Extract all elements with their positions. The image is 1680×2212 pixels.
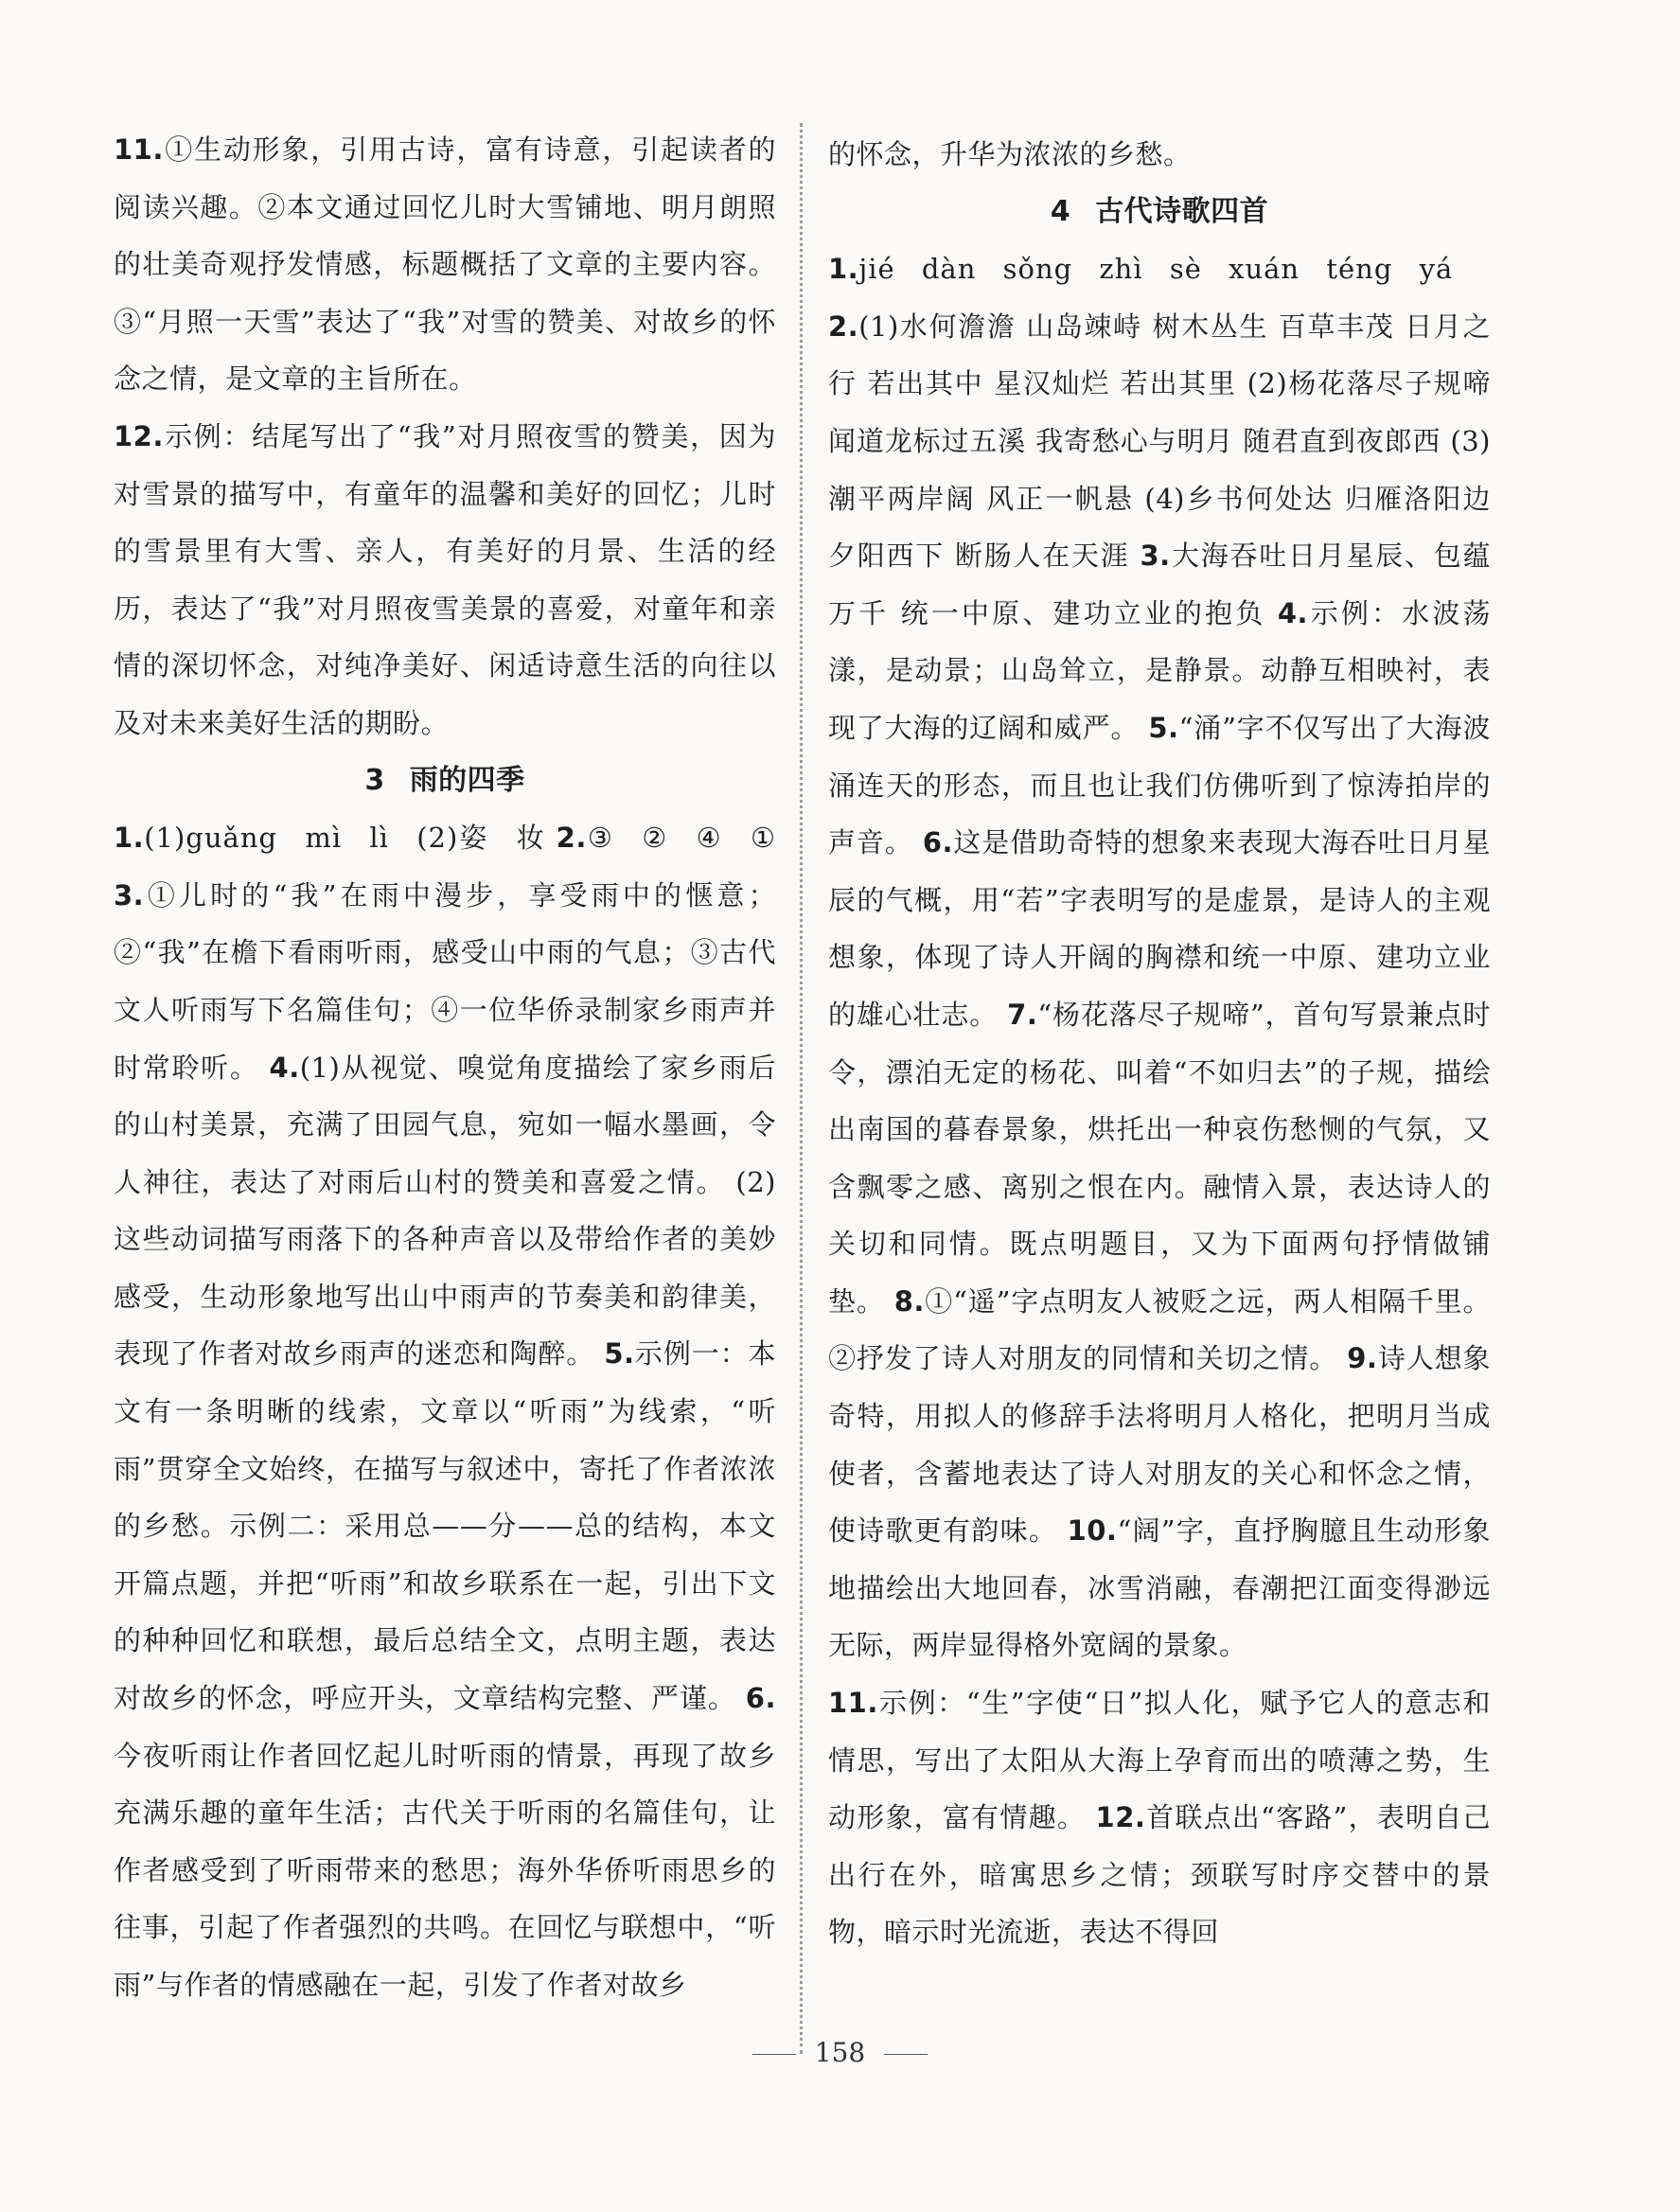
section-3-answers: [114, 809, 776, 2013]
answer-11-right: [828, 1674, 1491, 1961]
item-number: 1.: [114, 822, 145, 855]
item-number: 6.: [745, 1682, 776, 1715]
footer-dash-right: [884, 2054, 928, 2055]
answer-text: 首联点出“客路”，表明自己出行在外，暗寓思乡之情；颈联写时序交替中的景物，暗示时光流逝，表达不得回: [828, 1801, 1492, 1949]
item-number: 3.: [1140, 540, 1171, 573]
right-column: [828, 126, 1491, 1961]
item-number: 12.: [114, 419, 164, 452]
answer-text: 示例：“生”字使“日”拟人化，赋予它人的意志和情思，写出了太阳从大海上孕育而出的喷薄之势，生动形象，富有情趣。: [828, 1687, 1491, 1834]
item-number: 11.: [828, 1687, 878, 1720]
section-heading-4: [828, 184, 1491, 241]
answer-text: 今夜听雨让作者回忆起儿时听雨的情景，再现了故乡充满乐趣的童年生活；古代关于听雨的名篇佳句，让作者感受到了听雨带来的愁思；海外华侨听雨思乡的往事，引起了作者强烈的共鸣。在回忆与联想中，“听雨”与作者的情感融在一起，引发了作者对故乡: [114, 1739, 776, 2001]
item-number: 7.: [1007, 998, 1038, 1031]
section-number: 4: [1050, 194, 1071, 228]
answer-1: [828, 240, 1491, 298]
answer-text: ③ ② ④ ①: [586, 822, 776, 855]
item-number: 10.: [1067, 1514, 1118, 1548]
answer-text: 诗人想象奇特，用拟人的修辞手法将明月人格化，把明月当成使者，含蓄地表达了诗人对朋友的关心和怀念之情，使诗歌更有韵味。: [828, 1342, 1491, 1548]
footer-dash-left: [752, 2054, 796, 2055]
item-number: 6.: [922, 826, 954, 859]
item-number: 2.: [828, 310, 859, 343]
item-number: 4.: [269, 1051, 300, 1084]
section-title: 雨的四季: [409, 763, 525, 797]
answer-text: ①儿时的“我”在雨中漫步，享受雨中的惬意；②“我”在檐下看雨听雨，感受山中雨的气息；③古代文人听雨写下名篇佳句；④一位华侨录制家乡雨声并时常聆听。: [114, 878, 776, 1084]
answer-text: “涌”字不仅写出了大海波涌连天的形态，而且也让我们仿佛听到了惊涛拍岸的声音。: [828, 711, 1491, 859]
item-number: 5.: [604, 1337, 635, 1371]
item-number: 4.: [1277, 596, 1309, 629]
answer-text: 示例：结尾写出了“我”对月照夜雪的赞美，因为对雪景的描写中，有童年的温馨和美好的回忆；儿时的雪景里有大雪、亲人，有美好的月景、生活的经历，表达了“我”对月照夜雪美景的喜爱，对童年和亲情的深切怀念，对纯净美好、闲适诗意生活的向往以及对未来美好生活的期盼。: [114, 419, 776, 739]
left-column: [114, 121, 776, 2014]
continued-text: 的怀念，升华为浓浓的乡愁。: [828, 138, 1192, 170]
answer-text: ①生动形象，引用古诗，富有诗意，引起读者的阅读兴趣。②本文通过回忆儿时大雪铺地、明月朗照的壮美奇观抒发情感，标题概括了文章的主要内容。③“月照一天雪”表达了“我”对雪的赞美、对故乡的怀念之情，是文章的主旨所在。: [114, 133, 776, 396]
column-divider: [800, 123, 803, 2054]
answer-11: [114, 121, 776, 408]
answer-text: “阔”字，直抒胸臆且生动形象地描绘出大地回春，冰雪消融，春潮把江面变得渺远无际，两岸显得格外宽阔的景象。: [828, 1514, 1491, 1662]
section-heading-3: [114, 752, 776, 810]
item-number: 11.: [114, 133, 164, 166]
answer-text: (1)guǎng mì lì (2)姿 妆: [144, 822, 546, 855]
item-number: 3.: [114, 878, 145, 911]
answer-text: (1)从视觉、嗅觉角度描绘了家乡雨后的山村美景，充满了田园气息，宛如一幅水墨画，令人神往，表达了对雨后山村的赞美和喜爱之情。 (2)这些动词描写雨落下的各种声音以及带给作者的美妙感受，生动形象地写出山中雨声的节奏美和韵律美，表现了作者对故乡雨声的迷恋和陶醉。: [114, 1051, 776, 1371]
section-4-answers: [828, 298, 1491, 1674]
answer-text: “杨花落尽子规啼”，首句写景兼点时令，漂泊无定的杨花、叫着“不如归去”的子规，描绘出南国的暮春景象，烘托出一种哀伤愁恻的气氛，又含飘零之感、离别之恨在内。融情入景，表达诗人的关切和同情。既点明题目，又为下面两句抒情做铺垫。: [828, 998, 1491, 1318]
page-number: 158: [814, 2037, 866, 2068]
answer-text: ①“遥”字点明友人被贬之远，两人相隔千里。②抒发了诗人对朋友的同情和关切之情。: [828, 1284, 1492, 1375]
item-number: 8.: [893, 1284, 925, 1318]
section-title: 古代诗歌四首: [1095, 194, 1269, 228]
item-number: 12.: [1095, 1801, 1146, 1834]
item-number: 1.: [828, 253, 859, 286]
page-footer: [0, 2037, 1680, 2068]
answer-text: 这是借助奇特的想象来表现大海吞吐日月星辰的气概，用“若”字表明写的是虚景，是诗人的主观想象，体现了诗人开阔的胸襟和统一中原、建功立业的雄心壮志。: [828, 826, 1491, 1031]
answer-text: jié dàn sǒng zhì sè xuán téng yá: [858, 253, 1454, 286]
section-number: 3: [364, 763, 385, 797]
item-number: 9.: [1347, 1342, 1378, 1375]
answer-text: 示例：水波荡漾，是动景；山岛耸立，是静景。动静互相映衬，表现了大海的辽阔和威严。: [828, 596, 1491, 744]
item-number: 2.: [556, 822, 587, 855]
answer-text: 示例一：本文有一条明晰的线索，文章以“听雨”为线索，“听雨”贯穿全文始终，在描写与叙述中，寄托了作者浓浓的乡愁。示例二：采用总——分——总的结构，本文开篇点题，并把“听雨”和故乡联系在一起，引出下文的种种回忆和联想，最后总结全文，点明主题，表达对故乡的怀念，呼应开头，文章结构完整、严谨。: [114, 1337, 776, 1715]
answer-text: 大海吞吐日月星辰、包蕴万千 统一中原、建功立业的抱负: [828, 540, 1491, 629]
answer-text: (1)水何澹澹 山岛竦峙 树木丛生 百草丰茂 日月之行 若出其中 星汉灿烂 若出其里 (2)杨花落尽子规啼 闻道龙标过五溪 我寄愁心与明月 随君直到夜郎西 (3)潮平两岸阔 风正一帆悬 (4)乡书何处达 归雁洛阳边 夕阳西下 断肠人在天涯: [828, 310, 1491, 573]
answer-12: [114, 408, 776, 752]
item-number: 5.: [1148, 711, 1179, 744]
